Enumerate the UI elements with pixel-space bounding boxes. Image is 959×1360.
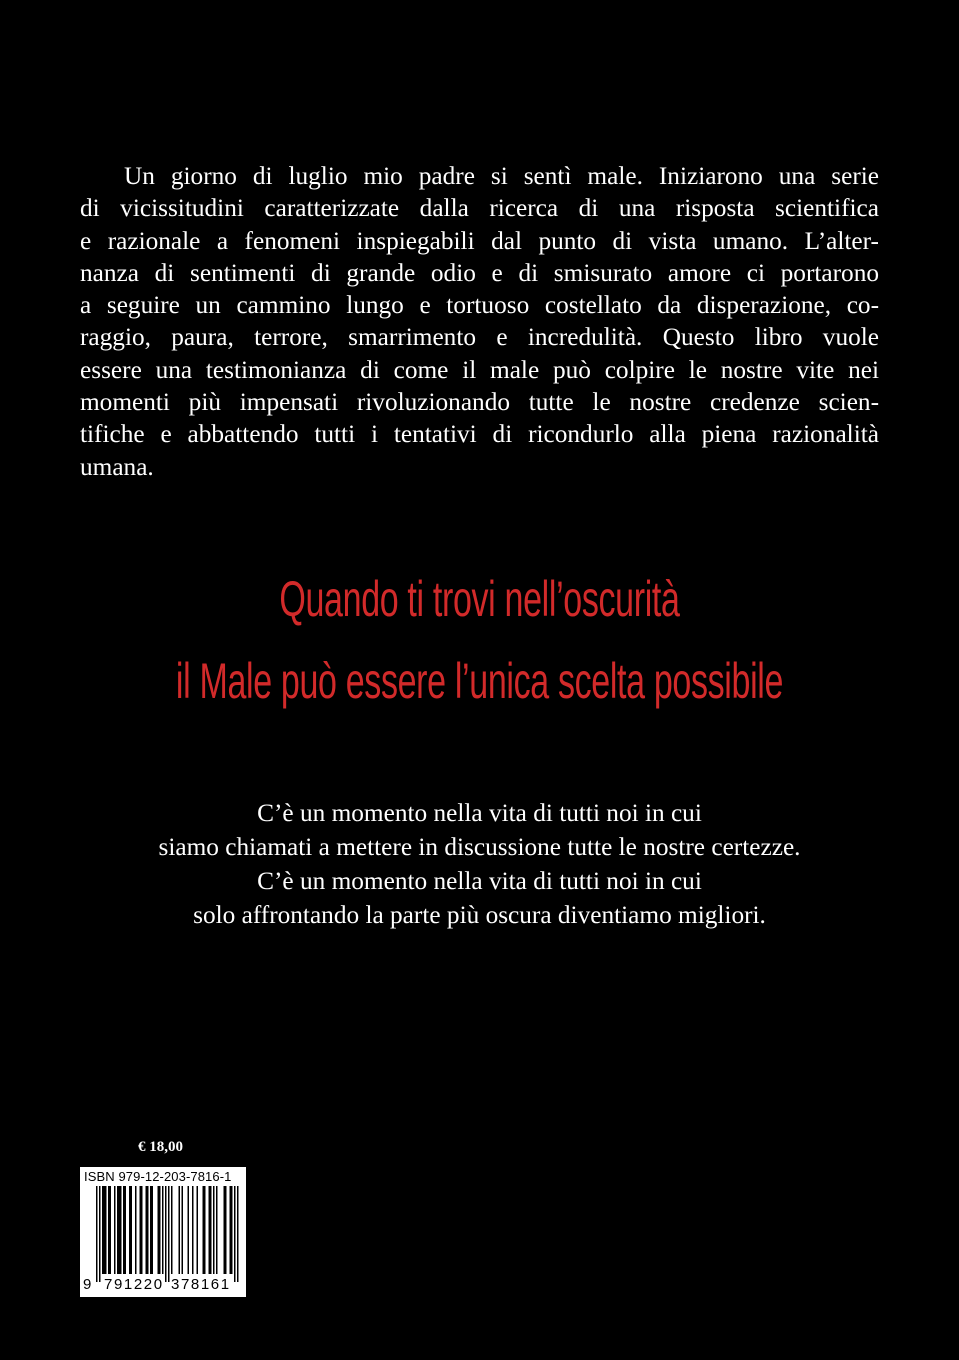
barcode-digit-prefix: 9 (83, 1276, 92, 1293)
barcode-bar (141, 1186, 143, 1274)
blurb-line: momenti più impensati rivoluzionando tutte le nostre credenze scien- (80, 388, 879, 417)
barcode-bar (102, 1186, 104, 1274)
barcode-bar (237, 1186, 239, 1282)
barcode-bar (234, 1186, 236, 1282)
quote-line: solo affrontando la parte più oscura diventiamo migliori. (193, 901, 766, 929)
back-cover-blurb (80, 160, 879, 483)
barcode-bar (110, 1186, 112, 1274)
blurb-line: di vicissitudini caratterizzate dalla ricerca di una risposta scientifica (80, 194, 879, 223)
barcode-bar (147, 1186, 149, 1274)
barcode-bar (131, 1186, 133, 1274)
barcode-bar (117, 1186, 119, 1274)
barcode-bar (152, 1186, 154, 1274)
barcode-bar (135, 1186, 137, 1274)
closing-quote (0, 796, 959, 932)
barcode-bar (188, 1186, 190, 1274)
price-label: € 18,00 (138, 1139, 183, 1155)
barcode-bar (197, 1186, 199, 1274)
barcode-bar (129, 1186, 131, 1274)
barcode-bar (146, 1186, 148, 1274)
blurb-line: essere una testimonianza di come il male può colpire le nostre vite nei (80, 355, 879, 384)
barcode-bar (179, 1186, 181, 1274)
barcode-bar (171, 1186, 173, 1274)
barcode-bar (150, 1186, 152, 1274)
barcode-bar (96, 1186, 98, 1282)
barcode-bar (119, 1186, 121, 1274)
barcode-bar (99, 1186, 101, 1282)
barcode-bar (105, 1186, 107, 1274)
barcode-digit-group-right: 378161 (171, 1276, 231, 1293)
barcode-bar (114, 1186, 116, 1274)
red-tagline (0, 558, 959, 722)
barcode-bar (231, 1186, 233, 1274)
barcode-bar (140, 1186, 142, 1274)
barcode-bar (182, 1186, 184, 1274)
tagline-line-1: Quando ti trovi nell’oscurità (279, 571, 680, 627)
barcode-bar (165, 1186, 167, 1282)
isbn-barcode (80, 1167, 246, 1297)
quote-line: C’è un momento nella vita di tutti noi in cui (257, 799, 702, 827)
blurb-line: e razionale a fenomeni inspiegabili dal punto di vista umano. L’alter- (80, 226, 879, 255)
blurb-line: tifiche e abbattendo tutti i tentativi di ricondurlo alla piena razionalità (80, 420, 879, 449)
barcode-bar (158, 1186, 160, 1274)
blurb-line: a seguire un cammino lungo e tortuoso costellato da disperazione, co- (80, 291, 879, 320)
barcode-bar (213, 1186, 215, 1274)
blurb-line: raggio, paura, terrore, smarrimento e incredulità. Questo libro vuole (80, 323, 879, 352)
barcode-bar (162, 1186, 164, 1274)
blurb-line: umana. (80, 452, 154, 481)
barcode-bar (225, 1186, 227, 1274)
barcode-bar (104, 1186, 106, 1274)
barcode-bar (159, 1186, 161, 1274)
barcode-bar (203, 1186, 205, 1274)
barcode-digit-group-left: 791220 (104, 1276, 164, 1293)
barcode-bar (204, 1186, 206, 1274)
barcode-bar (168, 1186, 170, 1282)
barcode-bar (125, 1186, 127, 1274)
barcode-bar (192, 1186, 194, 1274)
barcode-bar (108, 1186, 110, 1274)
tagline-line-2: il Male può essere l’unica scelta possibile (175, 653, 784, 709)
quote-line: C’è un momento nella vita di tutti noi in cui (257, 867, 702, 895)
barcode-bar (224, 1186, 226, 1274)
blurb-line: nanza di sentimenti di grande odio e di smisurato amore ci portarono (80, 258, 879, 287)
barcode-bar (230, 1186, 232, 1274)
barcode-bar (120, 1186, 122, 1274)
isbn-number: ISBN 979-12-203-7816-1 (84, 1169, 232, 1184)
barcode-bar (216, 1186, 218, 1274)
blurb-line: Un giorno di luglio mio padre si sentì male. Iniziarono una serie (124, 162, 879, 190)
barcode-bar (209, 1186, 211, 1274)
quote-line: siamo chiamati a mettere in discussione tutte le nostre certezze. (158, 833, 801, 861)
barcode-bar (210, 1186, 212, 1274)
barcode-bar (123, 1186, 125, 1274)
